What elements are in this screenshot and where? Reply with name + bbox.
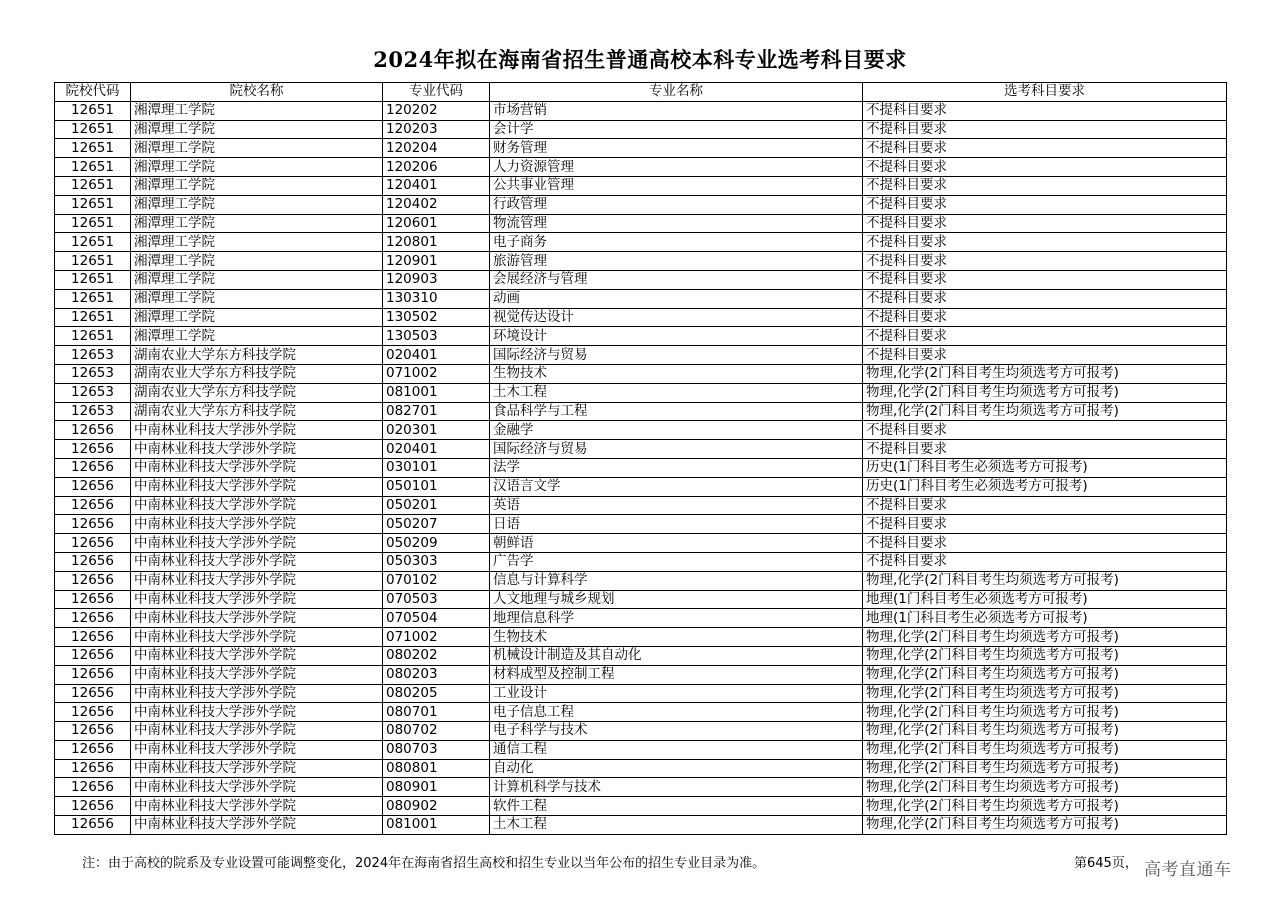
cell-subject-requirement: 不提科目要求 bbox=[863, 101, 1227, 120]
cell-major-name: 电子商务 bbox=[490, 233, 863, 252]
table-row bbox=[55, 364, 1227, 383]
cell-major-code: 120801 bbox=[383, 233, 490, 252]
table-row bbox=[55, 308, 1227, 327]
table-row bbox=[55, 289, 1227, 308]
cell-major-code: 130503 bbox=[383, 327, 490, 346]
cell-major-name: 人力资源管理 bbox=[490, 158, 863, 177]
cell-school-name: 中南林业科技大学涉外学院 bbox=[131, 628, 383, 647]
cell-school-code: 12651 bbox=[55, 233, 131, 252]
cell-major-code: 070504 bbox=[383, 609, 490, 628]
cell-subject-requirement: 物理,化学(2门科目考生均须选考方可报考) bbox=[863, 628, 1227, 647]
cell-school-code: 12656 bbox=[55, 665, 131, 684]
cell-school-name: 中南林业科技大学涉外学院 bbox=[131, 816, 383, 835]
cell-subject-requirement: 不提科目要求 bbox=[863, 496, 1227, 515]
cell-major-code: 130310 bbox=[383, 289, 490, 308]
cell-school-name: 中南林业科技大学涉外学院 bbox=[131, 759, 383, 778]
cell-major-name: 英语 bbox=[490, 496, 863, 515]
cell-school-code: 12651 bbox=[55, 195, 131, 214]
cell-major-code: 080901 bbox=[383, 778, 490, 797]
cell-major-name: 人文地理与城乡规划 bbox=[490, 590, 863, 609]
cell-school-code: 12656 bbox=[55, 684, 131, 703]
cell-school-name: 中南林业科技大学涉外学院 bbox=[131, 684, 383, 703]
cell-subject-requirement: 物理,化学(2门科目考生均须选考方可报考) bbox=[863, 816, 1227, 835]
cell-school-name: 湘潭理工学院 bbox=[131, 158, 383, 177]
cell-school-code: 12656 bbox=[55, 759, 131, 778]
table-row bbox=[55, 214, 1227, 233]
cell-major-code: 050201 bbox=[383, 496, 490, 515]
cell-school-name: 中南林业科技大学涉外学院 bbox=[131, 496, 383, 515]
cell-subject-requirement: 物理,化学(2门科目考生均须选考方可报考) bbox=[863, 364, 1227, 383]
cell-school-code: 12656 bbox=[55, 552, 131, 571]
cell-school-code: 12651 bbox=[55, 101, 131, 120]
header-school-name: 院校名称 bbox=[131, 83, 383, 102]
cell-school-name: 中南林业科技大学涉外学院 bbox=[131, 477, 383, 496]
cell-school-code: 12651 bbox=[55, 327, 131, 346]
table-row bbox=[55, 665, 1227, 684]
cell-major-code: 120204 bbox=[383, 139, 490, 158]
cell-school-code: 12651 bbox=[55, 139, 131, 158]
cell-school-name: 中南林业科技大学涉外学院 bbox=[131, 590, 383, 609]
cell-major-name: 食品科学与工程 bbox=[490, 402, 863, 421]
table-row bbox=[55, 120, 1227, 139]
cell-major-code: 080203 bbox=[383, 665, 490, 684]
cell-major-name: 国际经济与贸易 bbox=[490, 440, 863, 459]
cell-school-name: 湘潭理工学院 bbox=[131, 101, 383, 120]
cell-subject-requirement: 不提科目要求 bbox=[863, 289, 1227, 308]
cell-school-code: 12653 bbox=[55, 383, 131, 402]
table-row bbox=[55, 759, 1227, 778]
cell-school-name: 中南林业科技大学涉外学院 bbox=[131, 609, 383, 628]
table-row bbox=[55, 590, 1227, 609]
cell-subject-requirement: 不提科目要求 bbox=[863, 176, 1227, 195]
cell-major-code: 050207 bbox=[383, 515, 490, 534]
cell-school-code: 12656 bbox=[55, 609, 131, 628]
table-row bbox=[55, 496, 1227, 515]
table-row bbox=[55, 270, 1227, 289]
cell-school-name: 中南林业科技大学涉外学院 bbox=[131, 665, 383, 684]
cell-major-name: 信息与计算科学 bbox=[490, 571, 863, 590]
cell-school-code: 12656 bbox=[55, 703, 131, 722]
cell-major-code: 020301 bbox=[383, 421, 490, 440]
cell-school-code: 12656 bbox=[55, 646, 131, 665]
cell-major-code: 082701 bbox=[383, 402, 490, 421]
cell-major-name: 土木工程 bbox=[490, 383, 863, 402]
cell-school-name: 湘潭理工学院 bbox=[131, 139, 383, 158]
cell-major-code: 071002 bbox=[383, 364, 490, 383]
table-row bbox=[55, 534, 1227, 553]
table-row bbox=[55, 195, 1227, 214]
cell-major-name: 汉语言文学 bbox=[490, 477, 863, 496]
cell-school-code: 12656 bbox=[55, 515, 131, 534]
cell-major-name: 日语 bbox=[490, 515, 863, 534]
cell-school-code: 12656 bbox=[55, 816, 131, 835]
cell-school-name: 中南林业科技大学涉外学院 bbox=[131, 552, 383, 571]
cell-school-code: 12656 bbox=[55, 496, 131, 515]
cell-subject-requirement: 地理(1门科目考生必须选考方可报考) bbox=[863, 609, 1227, 628]
cell-subject-requirement: 物理,化学(2门科目考生均须选考方可报考) bbox=[863, 778, 1227, 797]
cell-subject-requirement: 不提科目要求 bbox=[863, 214, 1227, 233]
table-row bbox=[55, 684, 1227, 703]
cell-subject-requirement: 物理,化学(2门科目考生均须选考方可报考) bbox=[863, 646, 1227, 665]
table-row bbox=[55, 646, 1227, 665]
cell-major-code: 120203 bbox=[383, 120, 490, 139]
cell-subject-requirement: 地理(1门科目考生必须选考方可报考) bbox=[863, 590, 1227, 609]
cell-subject-requirement: 不提科目要求 bbox=[863, 346, 1227, 365]
cell-subject-requirement: 不提科目要求 bbox=[863, 327, 1227, 346]
cell-major-code: 080701 bbox=[383, 703, 490, 722]
cell-school-code: 12656 bbox=[55, 440, 131, 459]
cell-school-name: 中南林业科技大学涉外学院 bbox=[131, 515, 383, 534]
cell-major-name: 财务管理 bbox=[490, 139, 863, 158]
cell-school-code: 12656 bbox=[55, 534, 131, 553]
table-row bbox=[55, 346, 1227, 365]
table-row bbox=[55, 552, 1227, 571]
cell-major-name: 朝鲜语 bbox=[490, 534, 863, 553]
cell-major-name: 物流管理 bbox=[490, 214, 863, 233]
cell-school-code: 12651 bbox=[55, 176, 131, 195]
cell-school-code: 12656 bbox=[55, 571, 131, 590]
cell-major-code: 080801 bbox=[383, 759, 490, 778]
cell-major-name: 电子科学与技术 bbox=[490, 722, 863, 741]
table-row bbox=[55, 158, 1227, 177]
cell-major-code: 020401 bbox=[383, 440, 490, 459]
cell-subject-requirement: 不提科目要求 bbox=[863, 233, 1227, 252]
cell-major-code: 030101 bbox=[383, 458, 490, 477]
table-row bbox=[55, 101, 1227, 120]
cell-subject-requirement: 不提科目要求 bbox=[863, 552, 1227, 571]
cell-subject-requirement: 不提科目要求 bbox=[863, 440, 1227, 459]
cell-school-name: 湘潭理工学院 bbox=[131, 176, 383, 195]
cell-major-name: 旅游管理 bbox=[490, 252, 863, 271]
cell-school-name: 湖南农业大学东方科技学院 bbox=[131, 383, 383, 402]
cell-school-code: 12651 bbox=[55, 289, 131, 308]
cell-subject-requirement: 物理,化学(2门科目考生均须选考方可报考) bbox=[863, 402, 1227, 421]
cell-subject-requirement: 不提科目要求 bbox=[863, 421, 1227, 440]
cell-subject-requirement: 历史(1门科目考生必须选考方可报考) bbox=[863, 477, 1227, 496]
cell-school-code: 12656 bbox=[55, 778, 131, 797]
cell-school-name: 湘潭理工学院 bbox=[131, 214, 383, 233]
cell-school-name: 中南林业科技大学涉外学院 bbox=[131, 722, 383, 741]
cell-school-name: 中南林业科技大学涉外学院 bbox=[131, 534, 383, 553]
cell-major-code: 130502 bbox=[383, 308, 490, 327]
cell-subject-requirement: 物理,化学(2门科目考生均须选考方可报考) bbox=[863, 703, 1227, 722]
cell-major-name: 软件工程 bbox=[490, 797, 863, 816]
cell-subject-requirement: 不提科目要求 bbox=[863, 139, 1227, 158]
cell-major-name: 材料成型及控制工程 bbox=[490, 665, 863, 684]
cell-major-name: 国际经济与贸易 bbox=[490, 346, 863, 365]
table-row bbox=[55, 327, 1227, 346]
cell-subject-requirement: 物理,化学(2门科目考生均须选考方可报考) bbox=[863, 740, 1227, 759]
cell-major-name: 生物技术 bbox=[490, 364, 863, 383]
cell-school-code: 12656 bbox=[55, 797, 131, 816]
cell-major-code: 081001 bbox=[383, 816, 490, 835]
cell-school-code: 12651 bbox=[55, 252, 131, 271]
cell-major-code: 020401 bbox=[383, 346, 490, 365]
cell-school-code: 12651 bbox=[55, 214, 131, 233]
cell-school-name: 湘潭理工学院 bbox=[131, 195, 383, 214]
cell-major-code: 120903 bbox=[383, 270, 490, 289]
cell-major-name: 广告学 bbox=[490, 552, 863, 571]
cell-major-name: 市场营销 bbox=[490, 101, 863, 120]
cell-school-name: 湘潭理工学院 bbox=[131, 327, 383, 346]
cell-school-name: 湘潭理工学院 bbox=[131, 308, 383, 327]
watermark-text: 高考直通车 bbox=[1144, 860, 1232, 880]
cell-school-name: 湘潭理工学院 bbox=[131, 233, 383, 252]
cell-major-code: 080205 bbox=[383, 684, 490, 703]
header-subject-requirement: 选考科目要求 bbox=[863, 83, 1227, 102]
cell-major-code: 120601 bbox=[383, 214, 490, 233]
cell-major-name: 计算机科学与技术 bbox=[490, 778, 863, 797]
table-row bbox=[55, 233, 1227, 252]
table-row bbox=[55, 609, 1227, 628]
cell-subject-requirement: 物理,化学(2门科目考生均须选考方可报考) bbox=[863, 665, 1227, 684]
table-row bbox=[55, 816, 1227, 835]
cell-school-name: 湘潭理工学院 bbox=[131, 270, 383, 289]
header-major-code: 专业代码 bbox=[383, 83, 490, 102]
cell-major-name: 法学 bbox=[490, 458, 863, 477]
cell-subject-requirement: 历史(1门科目考生必须选考方可报考) bbox=[863, 458, 1227, 477]
cell-major-code: 070503 bbox=[383, 590, 490, 609]
cell-school-code: 12651 bbox=[55, 270, 131, 289]
cell-major-code: 120206 bbox=[383, 158, 490, 177]
table-row bbox=[55, 740, 1227, 759]
cell-subject-requirement: 不提科目要求 bbox=[863, 270, 1227, 289]
cell-major-name: 行政管理 bbox=[490, 195, 863, 214]
cell-school-code: 12651 bbox=[55, 308, 131, 327]
cell-school-code: 12653 bbox=[55, 402, 131, 421]
table-row bbox=[55, 176, 1227, 195]
cell-major-code: 071002 bbox=[383, 628, 490, 647]
cell-subject-requirement: 物理,化学(2门科目考生均须选考方可报考) bbox=[863, 383, 1227, 402]
cell-major-name: 视觉传达设计 bbox=[490, 308, 863, 327]
cell-school-name: 中南林业科技大学涉外学院 bbox=[131, 571, 383, 590]
cell-major-name: 地理信息科学 bbox=[490, 609, 863, 628]
cell-subject-requirement: 物理,化学(2门科目考生均须选考方可报考) bbox=[863, 759, 1227, 778]
table-row bbox=[55, 571, 1227, 590]
table-row bbox=[55, 458, 1227, 477]
table-row bbox=[55, 515, 1227, 534]
cell-major-name: 通信工程 bbox=[490, 740, 863, 759]
cell-school-code: 12656 bbox=[55, 421, 131, 440]
cell-subject-requirement: 不提科目要求 bbox=[863, 515, 1227, 534]
cell-school-name: 湘潭理工学院 bbox=[131, 252, 383, 271]
cell-school-name: 湘潭理工学院 bbox=[131, 120, 383, 139]
table-row bbox=[55, 421, 1227, 440]
cell-major-code: 080703 bbox=[383, 740, 490, 759]
table-row bbox=[55, 402, 1227, 421]
footer-note: 注：由于高校的院系及专业设置可能调整变化，2024年在海南省招生高校和招生专业以当年公布的招生专业目录为准。 bbox=[82, 856, 766, 871]
cell-major-name: 会计学 bbox=[490, 120, 863, 139]
cell-subject-requirement: 不提科目要求 bbox=[863, 308, 1227, 327]
cell-school-code: 12656 bbox=[55, 477, 131, 496]
cell-school-name: 中南林业科技大学涉外学院 bbox=[131, 458, 383, 477]
table-row bbox=[55, 477, 1227, 496]
cell-major-code: 120401 bbox=[383, 176, 490, 195]
table-header-row bbox=[55, 83, 1227, 102]
cell-school-code: 12656 bbox=[55, 740, 131, 759]
cell-subject-requirement: 物理,化学(2门科目考生均须选考方可报考) bbox=[863, 797, 1227, 816]
cell-subject-requirement: 不提科目要求 bbox=[863, 195, 1227, 214]
cell-school-name: 中南林业科技大学涉外学院 bbox=[131, 778, 383, 797]
cell-school-name: 中南林业科技大学涉外学院 bbox=[131, 703, 383, 722]
cell-school-name: 湘潭理工学院 bbox=[131, 289, 383, 308]
cell-school-name: 中南林业科技大学涉外学院 bbox=[131, 646, 383, 665]
cell-school-code: 12656 bbox=[55, 458, 131, 477]
cell-major-code: 050209 bbox=[383, 534, 490, 553]
cell-major-code: 050101 bbox=[383, 477, 490, 496]
cell-subject-requirement: 物理,化学(2门科目考生均须选考方可报考) bbox=[863, 722, 1227, 741]
cell-major-code: 070102 bbox=[383, 571, 490, 590]
cell-major-code: 120402 bbox=[383, 195, 490, 214]
page-title: 2024年拟在海南省招生普通高校本科专业选考科目要求 bbox=[373, 47, 907, 72]
cell-school-name: 湖南农业大学东方科技学院 bbox=[131, 402, 383, 421]
cell-school-name: 中南林业科技大学涉外学院 bbox=[131, 421, 383, 440]
table-row bbox=[55, 139, 1227, 158]
cell-major-name: 土木工程 bbox=[490, 816, 863, 835]
cell-school-name: 中南林业科技大学涉外学院 bbox=[131, 797, 383, 816]
cell-school-code: 12656 bbox=[55, 722, 131, 741]
cell-major-code: 080202 bbox=[383, 646, 490, 665]
page-number: 第645页， bbox=[1074, 856, 1138, 871]
cell-major-name: 电子信息工程 bbox=[490, 703, 863, 722]
cell-subject-requirement: 不提科目要求 bbox=[863, 252, 1227, 271]
cell-school-name: 湖南农业大学东方科技学院 bbox=[131, 346, 383, 365]
requirements-table bbox=[54, 82, 1227, 835]
cell-subject-requirement: 物理,化学(2门科目考生均须选考方可报考) bbox=[863, 684, 1227, 703]
table-row bbox=[55, 628, 1227, 647]
table-row bbox=[55, 778, 1227, 797]
cell-school-code: 12653 bbox=[55, 364, 131, 383]
cell-major-code: 080702 bbox=[383, 722, 490, 741]
cell-subject-requirement: 物理,化学(2门科目考生均须选考方可报考) bbox=[863, 571, 1227, 590]
table-row bbox=[55, 383, 1227, 402]
cell-major-name: 公共事业管理 bbox=[490, 176, 863, 195]
cell-school-code: 12656 bbox=[55, 590, 131, 609]
cell-school-code: 12656 bbox=[55, 628, 131, 647]
cell-major-name: 自动化 bbox=[490, 759, 863, 778]
cell-school-code: 12651 bbox=[55, 158, 131, 177]
cell-major-name: 机械设计制造及其自动化 bbox=[490, 646, 863, 665]
cell-major-name: 生物技术 bbox=[490, 628, 863, 647]
table-row bbox=[55, 252, 1227, 271]
cell-school-code: 12653 bbox=[55, 346, 131, 365]
cell-school-code: 12651 bbox=[55, 120, 131, 139]
cell-major-name: 工业设计 bbox=[490, 684, 863, 703]
cell-major-code: 050303 bbox=[383, 552, 490, 571]
cell-major-name: 会展经济与管理 bbox=[490, 270, 863, 289]
cell-subject-requirement: 不提科目要求 bbox=[863, 158, 1227, 177]
cell-school-name: 湖南农业大学东方科技学院 bbox=[131, 364, 383, 383]
cell-major-code: 120901 bbox=[383, 252, 490, 271]
table-row bbox=[55, 722, 1227, 741]
cell-major-code: 080902 bbox=[383, 797, 490, 816]
table-row bbox=[55, 797, 1227, 816]
table-body bbox=[55, 101, 1227, 834]
cell-subject-requirement: 不提科目要求 bbox=[863, 534, 1227, 553]
cell-major-name: 动画 bbox=[490, 289, 863, 308]
table-row bbox=[55, 703, 1227, 722]
cell-school-name: 中南林业科技大学涉外学院 bbox=[131, 740, 383, 759]
cell-major-name: 金融学 bbox=[490, 421, 863, 440]
header-major-name: 专业名称 bbox=[490, 83, 863, 102]
cell-subject-requirement: 不提科目要求 bbox=[863, 120, 1227, 139]
cell-school-name: 中南林业科技大学涉外学院 bbox=[131, 440, 383, 459]
table-row bbox=[55, 440, 1227, 459]
cell-major-code: 120202 bbox=[383, 101, 490, 120]
header-school-code: 院校代码 bbox=[55, 83, 131, 102]
cell-major-code: 081001 bbox=[383, 383, 490, 402]
cell-major-name: 环境设计 bbox=[490, 327, 863, 346]
